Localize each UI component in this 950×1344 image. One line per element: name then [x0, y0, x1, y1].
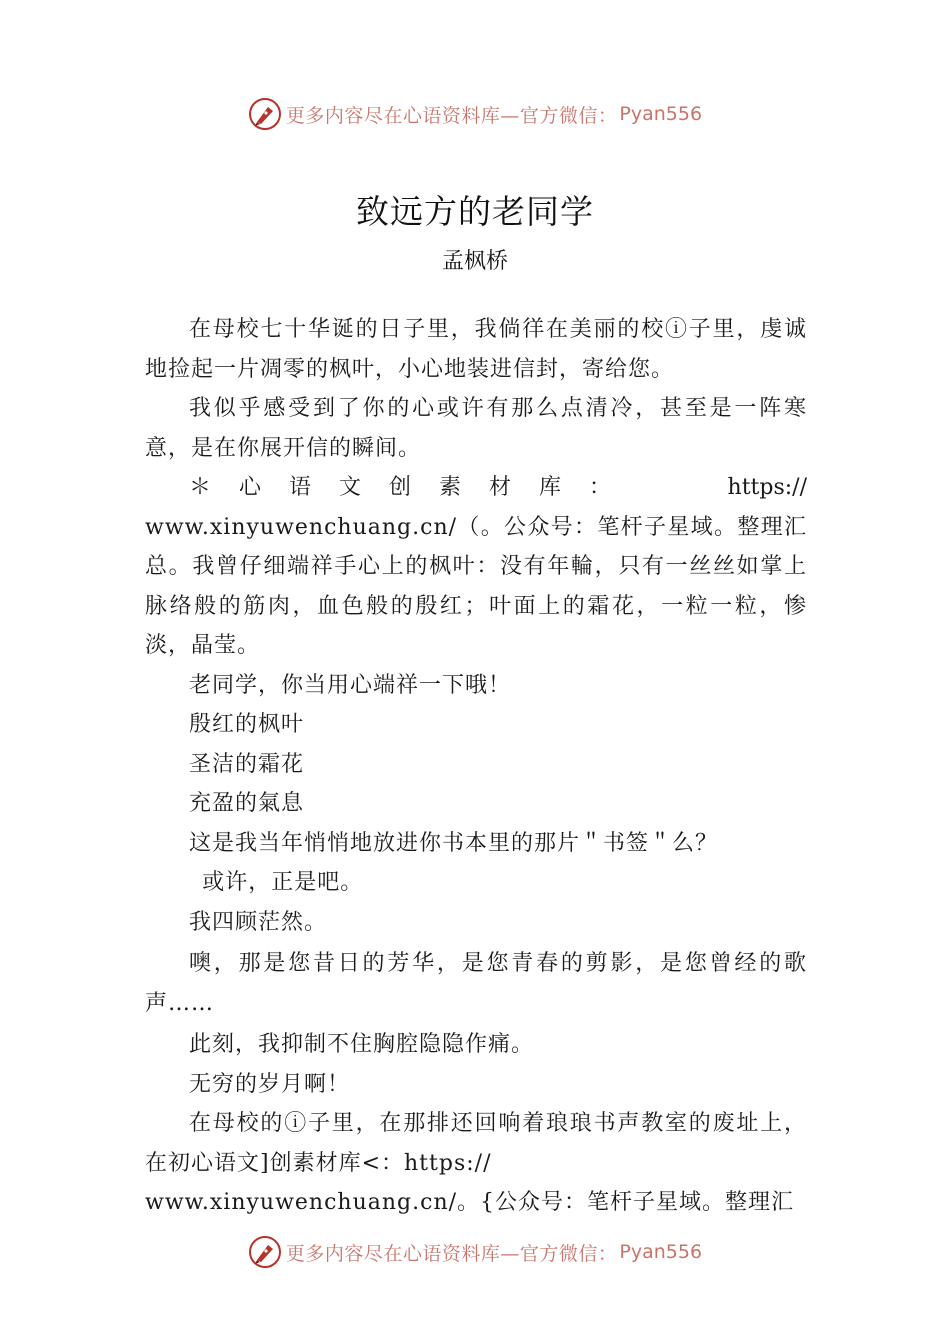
header-banner	[0, 94, 950, 134]
footer-banner	[0, 1232, 950, 1272]
poem-line: 圣洁的霜花	[189, 751, 305, 777]
source-url-start: https://	[727, 475, 807, 500]
pen-nib-logo-icon	[248, 1235, 282, 1269]
paragraph: 无穷的岁月啊！	[189, 1071, 351, 1097]
wechat-id: Pyan556	[619, 1241, 703, 1263]
paragraph: 在母校的ⓘ子里，在那排还回响着琅琅书声教室的废址上，在初心语文]创素材库<：https://	[145, 1111, 807, 1176]
paragraph: 这是我当年悄悄地放进你书本里的那片＂书签＂么？	[189, 830, 719, 856]
paragraph: www.xinyuwenchuang.cn/。{公众号：笔杆子星域。整理汇	[145, 1190, 795, 1215]
banner-text: 更多内容尽在心语资料库—官方微信：	[285, 104, 618, 127]
wechat-id: Pyan556	[619, 103, 703, 125]
document-body	[145, 310, 807, 1223]
paragraph: 噢，那是您昔日的芳华，是您青春的剪影，是您曾经的歌声……	[145, 951, 807, 1016]
document-author: 孟枫桥	[441, 249, 508, 274]
paragraph: 在母校七十华诞的日子里，我倘徉在美丽的校ⓘ子里，虔诚地捡起一片凋零的枫叶，小心地装进信封，寄给您。	[145, 317, 807, 382]
source-label: ＊心语文创素材库：	[189, 475, 640, 500]
poem-line: 充盈的氣息	[189, 791, 305, 816]
paragraph: www.xinyuwenchuang.cn/（。公众号：笔杆子星域。整理汇总。我曾仔细端祥手心上的枫叶：没有年輪，只有一丝丝如掌上脉络般的筋肉，血色般的殷红；叶面上的霜花，一粒一粒，惨淡，晶莹。	[145, 514, 807, 658]
paragraph: 我四顾茫然。	[189, 909, 328, 935]
paragraph: 此刻，我抑制不住胸腔隐隐作痛。	[189, 1032, 535, 1057]
poem-line: 殷红的枫叶	[189, 712, 305, 737]
paragraph: 老同学，你当用心端祥一下哦！	[189, 672, 512, 698]
paragraph	[145, 468, 807, 508]
paragraph: 我似乎感受到了你的心或许有那么点清冷，甚至是一阵寒意，是在你展开信的瞬间。	[145, 396, 807, 461]
document-title: 致远方的老同学	[356, 192, 594, 231]
paragraph: 或许，正是吧。	[202, 870, 364, 895]
banner-text: 更多内容尽在心语资料库—官方微信：	[285, 1242, 618, 1265]
pen-nib-logo-icon	[248, 97, 282, 131]
